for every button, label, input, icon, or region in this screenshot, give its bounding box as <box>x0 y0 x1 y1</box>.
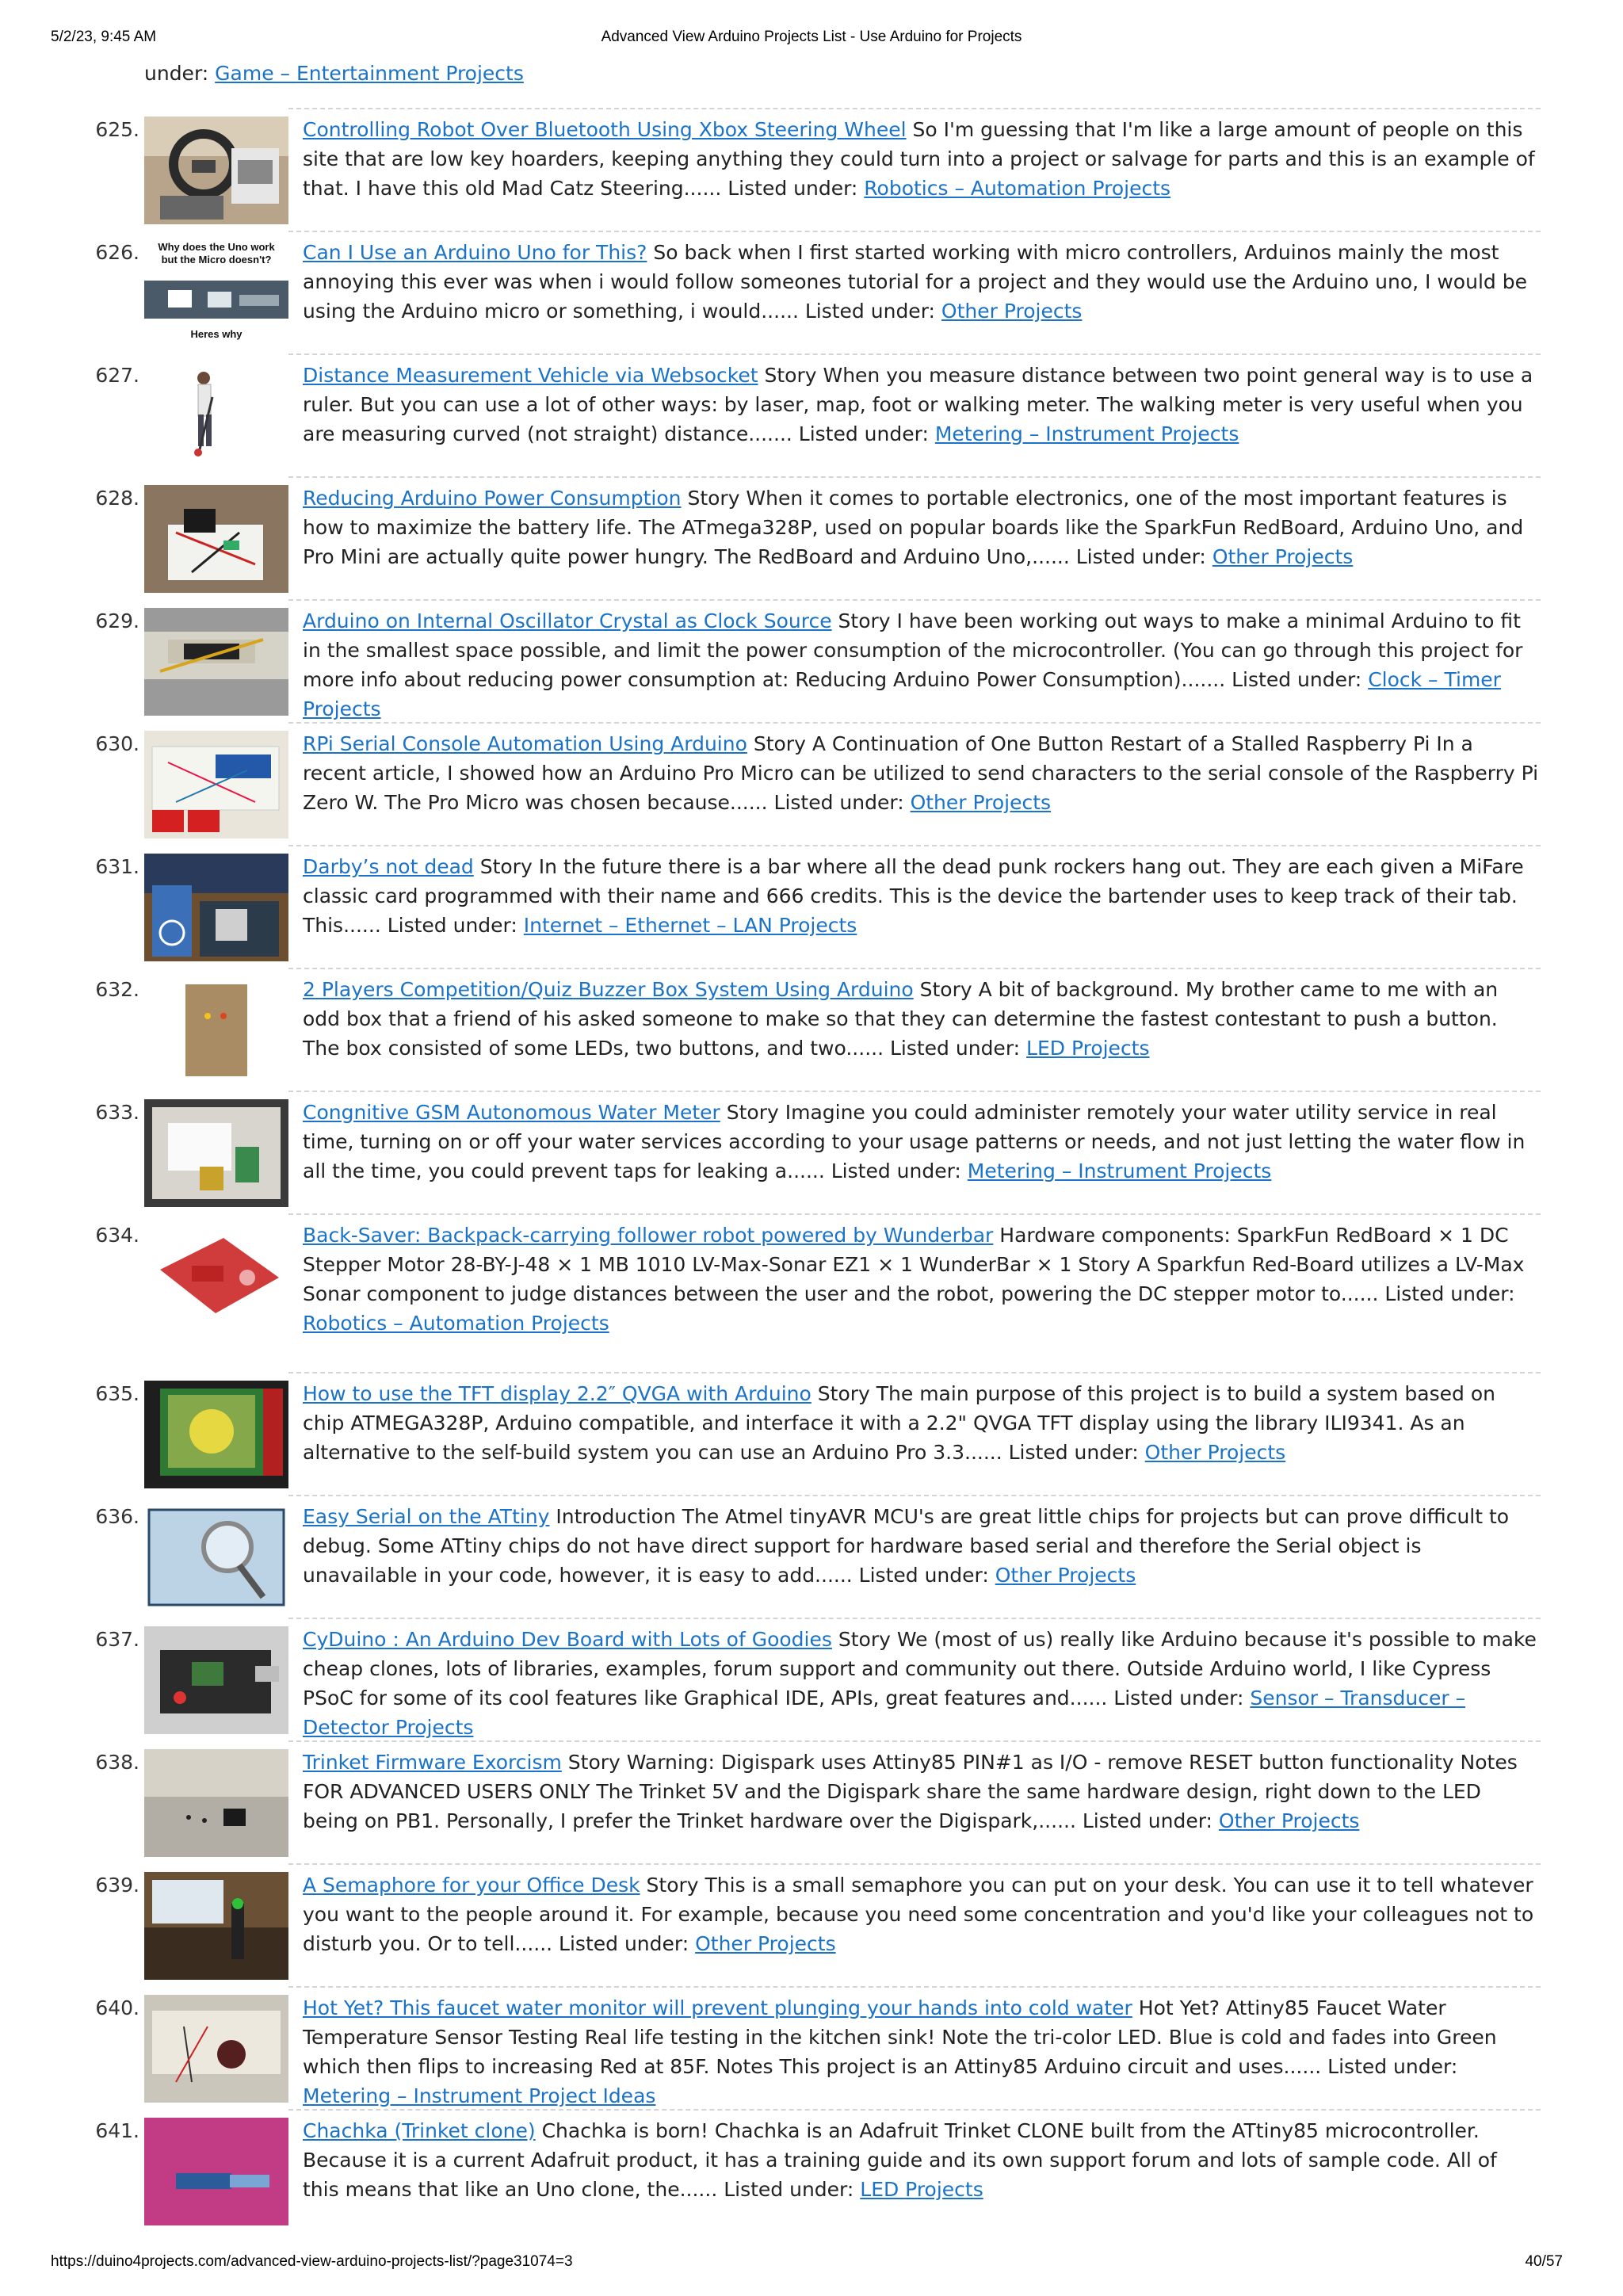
project-thumbnail[interactable] <box>144 731 288 839</box>
project-title-link[interactable]: Easy Serial on the ATtiny <box>303 1505 550 1528</box>
category-link[interactable]: Other Projects <box>1218 1809 1360 1832</box>
print-page-title: Advanced View Arduino Projects List - Use Arduino for Projects <box>601 29 1022 45</box>
item-number: 632. <box>95 978 139 1001</box>
thumb-caption-top: Why does the Uno work <box>158 241 275 253</box>
item-number: 635. <box>95 1382 139 1405</box>
item-number: 638. <box>95 1751 139 1774</box>
item-description <box>303 238 1539 326</box>
category-link[interactable]: Game – Entertainment Projects <box>215 62 524 85</box>
list-item <box>0 1870 1623 1993</box>
item-description <box>303 1221 1539 1338</box>
item-description <box>303 852 1539 940</box>
project-thumbnail[interactable] <box>144 976 288 1084</box>
project-title-link[interactable]: Chachka (Trinket clone) <box>303 2119 536 2142</box>
project-thumbnail[interactable] <box>144 1503 288 1611</box>
category-link[interactable]: Sensor – Transducer – Detector Projects <box>303 1687 1466 1739</box>
item-divider <box>288 1213 1541 1215</box>
item-description <box>303 2116 1539 2204</box>
project-excerpt: So back when I first started working with micro controllers, Arduinos mainly the most annoying this ever was when i would follow someones tutorial for a project and they would use the Arduino uno, I would be using the Arduino micro or something, i would...... Listed under: <box>303 241 1527 323</box>
project-excerpt: So I'm guessing that I'm like a large amount of people on this site that are low key hoarders, keeping anything they could turn into a project or salvage for parts and this is an example of that. I have this old Mad Catz Steering...... Listed under: <box>303 118 1535 200</box>
project-title-link[interactable]: RPi Serial Console Automation Using Arduino <box>303 732 747 755</box>
project-excerpt: Story I have been working out ways to make a minimal Arduino to fit in the smallest space possible, and limit the power consumption of the microcontroller. (You can go through this project for more info about reducing power consumption at: Reducing Arduino Power Consumption)....... Listed under: <box>303 609 1523 691</box>
item-number: 641. <box>95 2119 139 2142</box>
item-description <box>303 483 1539 571</box>
project-thumbnail[interactable] <box>144 362 288 470</box>
item-description <box>303 1098 1539 1186</box>
item-divider <box>288 1495 1541 1496</box>
project-excerpt: Hardware components: SparkFun RedBoard × 1 DC Stepper Motor 28-BY-J-48 × 1 MB 1010 LV-Max-Sonar EZ1 × 1 WunderBar × 1 Story A Sparkfun Red-Board utilizes a LV-Max Sonar component to judge distances between the user and the robot, powering the DC stepper motor to...... Listed under: <box>303 1224 1525 1305</box>
project-title-link[interactable]: Back-Saver: Backpack-carrying follower robot powered by Wunderbar <box>303 1224 994 1247</box>
item-divider <box>288 1986 1541 1988</box>
item-description <box>303 975 1539 1063</box>
project-excerpt: Chachka is born! Chachka is an Adafruit Trinket CLONE built from the ATtiny85 microcontroller. Because it is a current Adafruit product, it has a training guide and its own support forum and lots of sample code. All of this means that like an Uno clone, the...... Listed under: <box>303 2119 1497 2201</box>
project-excerpt: Story In the future there is a bar where all the dead punk rockers hang out. They are each given a MiFare classic card programmed with their name and 666 credits. This is the device the bartender uses to keep track of their tab. This...... Listed under: <box>303 855 1524 937</box>
project-title-link[interactable]: Darby’s not dead <box>303 855 474 878</box>
item-number: 634. <box>95 1224 139 1247</box>
item-divider <box>288 476 1541 478</box>
project-excerpt: Story This is a small semaphore you can put on your desk. You can use it to tell whatever you want to the people around it. For example, because you need some concentration and you'd like your colleagues not to disturb you. Or to tell...... Listed under: <box>303 1874 1534 1955</box>
project-thumbnail[interactable] <box>144 485 288 593</box>
print-url: https://duino4projects.com/advanced-view-arduino-projects-list/?page31074=3 <box>51 2253 573 2270</box>
item-divider <box>288 845 1541 846</box>
item-divider <box>288 1372 1541 1373</box>
item-description <box>303 729 1539 817</box>
item-number: 639. <box>95 1874 139 1897</box>
item-number: 640. <box>95 1996 139 2019</box>
project-excerpt: Introduction The Atmel tinyAVR MCU's are great little chips for projects but can prove difficult to debug. Some ATtiny chips do not have direct support for hardware based serial and therefore the Serial object is unavailable in your code, however, it is easy to add...... Listed under: <box>303 1505 1510 1587</box>
item-description <box>303 1748 1539 1836</box>
project-excerpt: Hot Yet? Attiny85 Faucet Water Temperature Sensor Testing Real life testing in the kitchen sink! Note the tri-color LED. Blue is cold and fades into Green which then flips to increasing Red at 85F. Notes This project is an Attiny85 Arduino circuit and uses...... Listed under: <box>303 1996 1497 2078</box>
item-divider <box>288 108 1541 109</box>
project-thumbnail[interactable] <box>144 117 288 224</box>
item-number: 631. <box>95 855 139 878</box>
category-link[interactable]: Other Projects <box>1212 545 1354 568</box>
project-excerpt: Story Warning: Digispark uses Attiny85 PIN#1 as I/O - remove RESET button functionality Notes FOR ADVANCED USERS ONLY The Trinket 5V and the Digispark share the same hardware design, right down to the LED being on PB1. Personally, I prefer the Trinket hardware over the Digispark,...... Listed under: <box>303 1751 1518 1832</box>
item-description <box>303 1502 1539 1590</box>
item-number: 633. <box>95 1101 139 1124</box>
item-description <box>303 1870 1539 1958</box>
list-item <box>0 361 1623 483</box>
project-thumbnail[interactable] <box>144 1626 288 1734</box>
project-title-link[interactable]: 2 Players Competition/Quiz Buzzer Box System Using Arduino <box>303 978 914 1001</box>
item-divider <box>288 1091 1541 1092</box>
item-number: 629. <box>95 609 139 632</box>
category-link[interactable]: Metering – Instrument Projects <box>967 1159 1272 1182</box>
item-number: 627. <box>95 364 139 387</box>
list-item <box>0 606 1623 729</box>
print-footer <box>0 2253 1623 2277</box>
category-link[interactable]: Metering – Instrument Projects <box>934 422 1239 445</box>
item-description <box>303 361 1539 449</box>
thumb-caption-bottom: Heres why <box>190 328 242 340</box>
category-link[interactable]: Other Projects <box>1144 1441 1286 1464</box>
project-excerpt: Story The main purpose of this project is to build a system based on chip ATMEGA328P, Arduino compatible, and interface it with a 2.2" QVGA TFT display using the library ILI9341. As an alternative to the self-build system you can use an Arduino Pro 3.3...... Listed under: <box>303 1382 1495 1464</box>
project-title-link[interactable]: Trinket Firmware Exorcism <box>303 1751 562 1774</box>
project-title-link[interactable]: Congnitive GSM Autonomous Water Meter <box>303 1101 720 1124</box>
listed-under-prefix: under: <box>144 62 216 85</box>
previous-item-tail <box>144 59 524 88</box>
list-item <box>0 115 1623 238</box>
project-excerpt: Story A Continuation of One Button Restart of a Stalled Raspberry Pi In a recent article, I showed how an Arduino Pro Micro can be utilized to send characters to the serial console of the Raspberry Pi Zero W. The Pro Micro was chosen because...... Listed under: <box>303 732 1539 814</box>
project-excerpt: Story We (most of us) really like Arduino because it's possible to make cheap clones, lots of libraries, examples, forum support and community out there. Outside Arduino world, I like Cypress PSoC for some of its cool features like Graphical IDE, APIs, great features and...... Listed under: <box>303 1628 1537 1710</box>
item-divider <box>288 1863 1541 1865</box>
category-link[interactable]: Robotics – Automation Projects <box>303 1312 609 1335</box>
project-thumbnail[interactable] <box>144 1749 288 1857</box>
item-description <box>303 606 1539 724</box>
item-number: 637. <box>95 1628 139 1651</box>
project-title-link[interactable]: A Semaphore for your Office Desk <box>303 1874 640 1897</box>
item-divider <box>288 599 1541 601</box>
category-link[interactable]: Robotics – Automation Projects <box>864 177 1171 200</box>
thumb-caption-top-line2: but the Micro doesn't? <box>161 254 272 266</box>
list-item <box>0 1748 1623 1870</box>
item-description <box>303 115 1539 203</box>
category-link[interactable]: Other Projects <box>941 300 1083 323</box>
print-datetime: 5/2/23, 9:45 AM <box>51 29 157 45</box>
list-item <box>0 1098 1623 1221</box>
list-item <box>0 1993 1623 2116</box>
item-number: 628. <box>95 487 139 510</box>
list-item <box>0 238 1623 361</box>
list-item <box>0 852 1623 975</box>
project-title-link[interactable]: Can I Use an Arduino Uno for This? <box>303 241 647 264</box>
project-title-link[interactable]: Controlling Robot Over Bluetooth Using Xbox Steering Wheel <box>303 118 907 141</box>
project-excerpt: Story Imagine you could administer remotely your water utility service in real time, turning on or off your water services according to your usage patterns or needs, and not just letting the water flow in all the time, you could prevent taps for leaking a...... Listed under: <box>303 1101 1526 1182</box>
list-item <box>0 483 1623 606</box>
category-link[interactable]: Internet – Ethernet – LAN Projects <box>523 914 857 937</box>
category-link[interactable]: Other Projects <box>910 791 1052 814</box>
item-divider <box>288 968 1541 969</box>
item-divider <box>288 722 1541 724</box>
page-number: 40/57 <box>1525 2253 1563 2270</box>
list-item <box>0 1221 1623 1343</box>
list-item <box>0 2116 1623 2239</box>
project-title-link[interactable]: Arduino on Internal Oscillator Crystal as Clock Source <box>303 609 832 632</box>
project-thumbnail[interactable] <box>144 1222 288 1330</box>
item-description <box>303 1379 1539 1467</box>
project-excerpt: Story When it comes to portable electronics, one of the most important features is how to maximize the battery life. The ATmega328P, used on popular boards like the SparkFun RedBoard, Arduino Uno, and Pro Mini are actually quite power hungry. The RedBoard and Arduino Uno,...... Listed under: <box>303 487 1524 568</box>
project-title-link[interactable]: Hot Yet? This faucet water monitor will prevent plunging your hands into cold water <box>303 1996 1132 2019</box>
item-divider <box>288 1740 1541 1742</box>
category-link[interactable]: LED Projects <box>860 2178 983 2201</box>
item-divider <box>288 2109 1541 2111</box>
list-item <box>0 1379 1623 1502</box>
list-item <box>0 729 1623 852</box>
project-thumbnail[interactable] <box>144 1995 288 2103</box>
item-divider <box>288 1618 1541 1619</box>
item-number: 625. <box>95 118 139 141</box>
category-link[interactable]: Other Projects <box>995 1564 1136 1587</box>
category-link[interactable]: Clock – Timer Projects <box>303 668 1501 720</box>
list-item <box>0 1502 1623 1625</box>
category-link[interactable]: Metering – Instrument Project Ideas <box>303 2084 656 2107</box>
project-title-link[interactable]: How to use the TFT display 2.2″ QVGA with Arduino <box>303 1382 812 1405</box>
project-thumbnail[interactable] <box>144 1099 288 1207</box>
project-thumbnail[interactable] <box>144 239 288 347</box>
print-header <box>0 29 1623 52</box>
project-excerpt: Story A bit of background. My brother came to me with an odd box that a friend of his asked someone to make so that they can determine the fastest contestant to push a button. The box consisted of some LEDs, two buttons, and two...... Listed under: <box>303 978 1499 1060</box>
project-thumbnail[interactable] <box>144 608 288 716</box>
item-number: 626. <box>95 241 139 264</box>
project-title-link[interactable]: Distance Measurement Vehicle via Websocket <box>303 364 758 387</box>
project-thumbnail[interactable] <box>144 854 288 961</box>
category-link[interactable]: LED Projects <box>1026 1037 1150 1060</box>
item-divider <box>288 231 1541 232</box>
category-link[interactable]: Other Projects <box>695 1932 836 1955</box>
list-item <box>0 975 1623 1098</box>
item-number: 636. <box>95 1505 139 1528</box>
item-description <box>303 1625 1539 1742</box>
project-thumbnail[interactable] <box>144 1872 288 1980</box>
project-excerpt: Story When you measure distance between two point general way is to use a ruler. But you can use a lot of other ways: by laser, map, foot or walking meter. The walking meter is very useful when you are measuring curved (not straight) distance....... Listed under: <box>303 364 1533 445</box>
project-thumbnail[interactable] <box>144 1381 288 1488</box>
project-title-link[interactable]: CyDuino : An Arduino Dev Board with Lots of Goodies <box>303 1628 832 1651</box>
project-title-link[interactable]: Reducing Arduino Power Consumption <box>303 487 682 510</box>
list-item <box>0 1625 1623 1748</box>
item-divider <box>288 353 1541 355</box>
item-description <box>303 1993 1539 2111</box>
item-number: 630. <box>95 732 139 755</box>
project-thumbnail[interactable] <box>144 2118 288 2225</box>
